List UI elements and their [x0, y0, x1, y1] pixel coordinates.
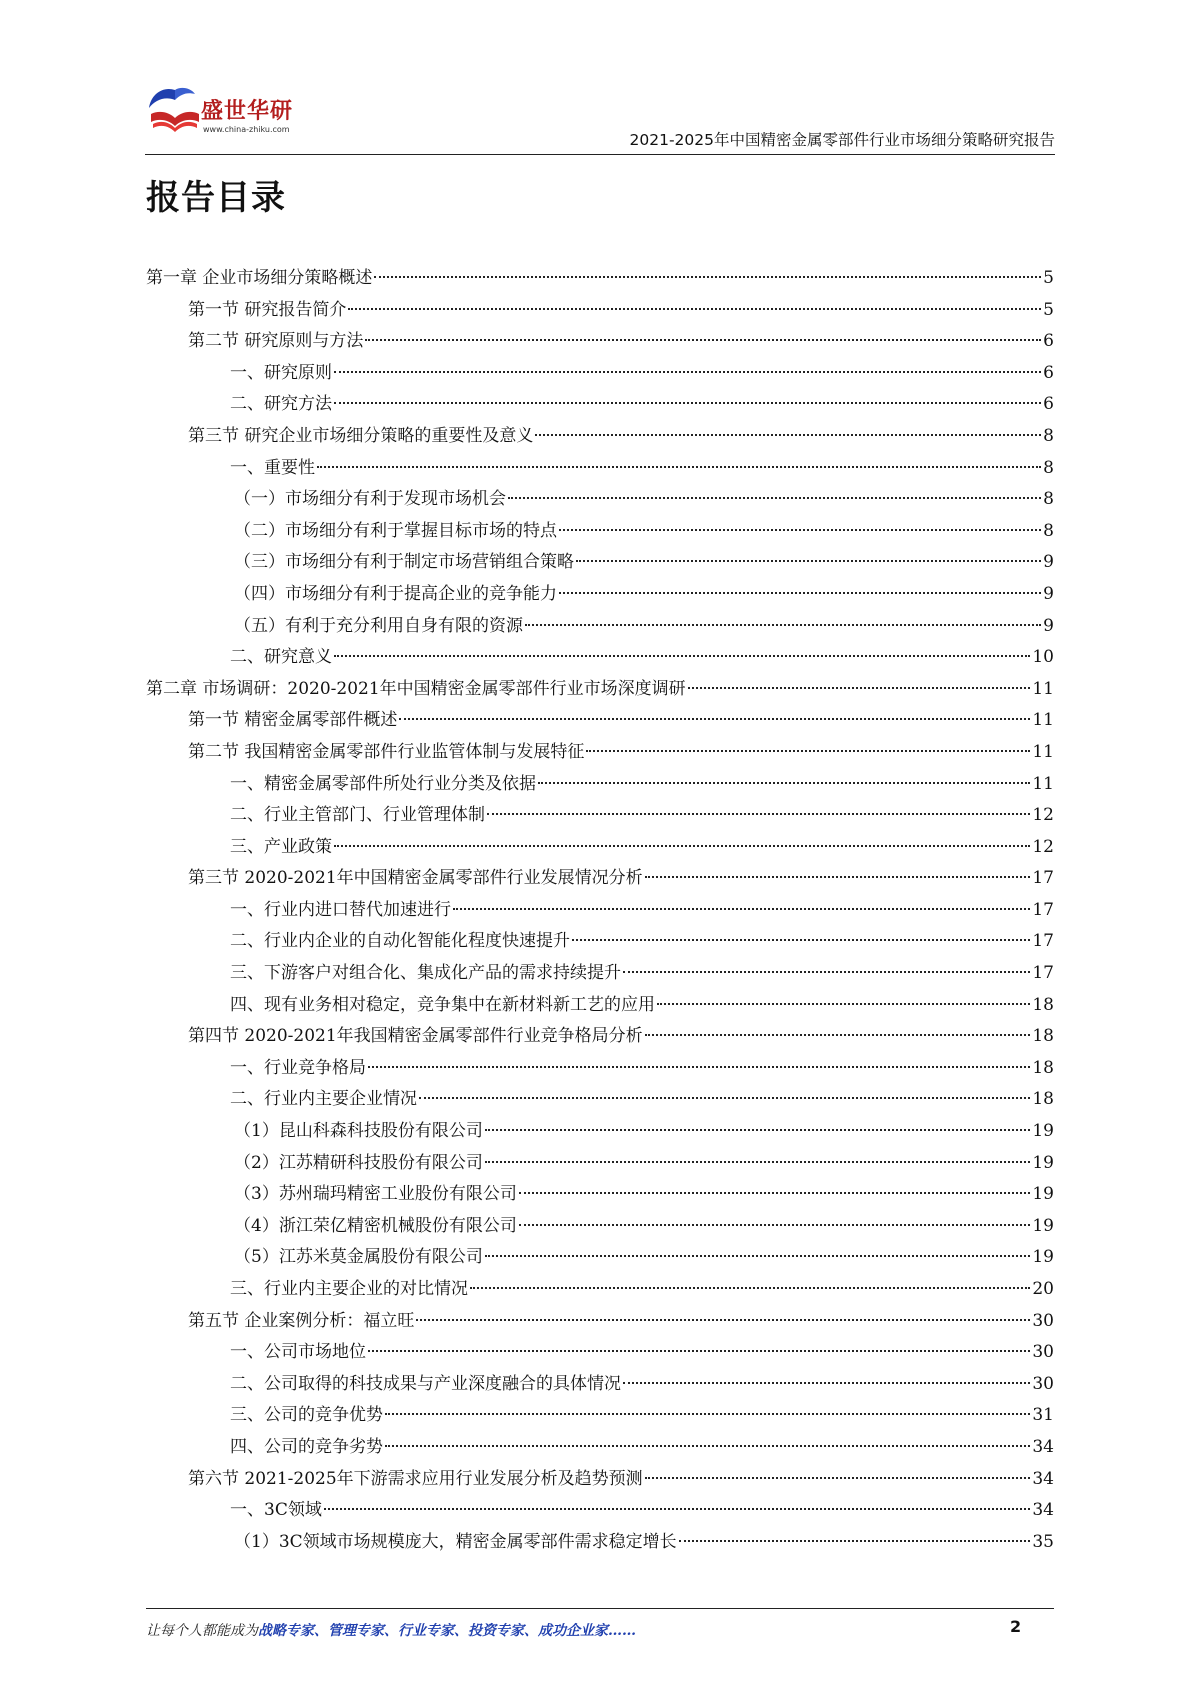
toc-entry-page: 5 [1043, 268, 1054, 288]
toc-dot-leader [538, 782, 1030, 784]
toc-entry[interactable] [146, 389, 1054, 421]
toc-entry-title: （1）昆山科森科技股份有限公司 [234, 1121, 483, 1142]
toc-entry-page: 18 [1032, 1026, 1054, 1047]
logo-url: www.china-zhiku.com [203, 125, 290, 134]
toc-entry-title: 三、下游客户对组合化、集成化产品的需求持续提升 [230, 963, 621, 984]
toc-dot-leader [485, 1255, 1031, 1257]
toc-entry-title: 第一章 企业市场细分策略概述 [146, 268, 373, 288]
toc-entry-title: 三、公司的竞争优势 [230, 1405, 383, 1426]
toc-entry-title: 三、产业政策 [230, 836, 332, 857]
toc-dot-leader [645, 876, 1031, 878]
toc-entry-title: 二、行业内企业的自动化智能化程度快速提升 [230, 931, 570, 952]
page-number: 2 [1010, 1617, 1022, 1636]
toc-entry[interactable] [146, 832, 1054, 864]
toc-entry[interactable] [146, 1337, 1054, 1369]
toc-dot-leader [368, 1066, 1030, 1068]
toc-dot-leader [519, 1192, 1031, 1194]
toc-entry[interactable] [146, 1021, 1054, 1053]
toc-dot-leader [572, 939, 1030, 941]
toc-entry-title: 一、重要性 [230, 457, 315, 478]
toc-entry-page: 9 [1043, 583, 1054, 604]
toc-entry[interactable] [146, 579, 1054, 611]
toc-dot-leader [623, 1382, 1030, 1384]
toc-entry-page: 18 [1032, 1057, 1054, 1078]
toc-entry-title: （一）市场细分有利于发现市场机会 [234, 489, 506, 510]
toc-entry-page: 17 [1032, 868, 1054, 889]
toc-entry[interactable] [146, 358, 1054, 390]
toc-entry[interactable] [146, 484, 1054, 516]
toc-dot-leader [470, 1287, 1030, 1289]
toc-dot-leader [519, 1224, 1031, 1226]
toc-entry[interactable] [146, 737, 1054, 769]
toc-entry-title: 二、研究意义 [230, 647, 332, 668]
toc-entry-title: 第三节 研究企业市场细分策略的重要性及意义 [188, 425, 534, 446]
toc-entry-title: 二、行业主管部门、行业管理体制 [230, 805, 485, 826]
toc-entry[interactable] [146, 263, 1054, 295]
toc-entry-page: 31 [1032, 1405, 1054, 1426]
toc-entry-title: 一、研究原则 [230, 362, 332, 383]
toc-dot-leader [385, 1413, 1030, 1415]
toc-entry-page: 20 [1032, 1279, 1054, 1299]
toc-entry-page: 34 [1032, 1468, 1054, 1489]
toc-entry-title: （五）有利于充分利用自身有限的资源 [234, 615, 523, 636]
toc-entry-title: 第五节 企业案例分析：福立旺 [188, 1310, 415, 1331]
toc-dot-leader [317, 466, 1041, 468]
toc-entry[interactable] [146, 1432, 1054, 1464]
toc-entry-title: （2）江苏精研科技股份有限公司 [234, 1152, 483, 1173]
toc-entry-title: 第二节 研究原则与方法 [188, 331, 364, 352]
toc-dot-leader [334, 402, 1041, 404]
slogan-prefix: 让每个人都能成为 [146, 1623, 258, 1639]
toc-entry-page: 34 [1032, 1500, 1054, 1521]
logo-name: 盛世华研 [201, 99, 294, 124]
toc-entry-page: 19 [1032, 1121, 1054, 1142]
toc-dot-leader [374, 276, 1041, 278]
toc-entry[interactable] [146, 1306, 1054, 1338]
toc-entry-page: 17 [1032, 963, 1054, 984]
toc-entry[interactable] [146, 1495, 1054, 1527]
toc-dot-leader [416, 1319, 1030, 1321]
toc-entry-page: 9 [1043, 615, 1054, 636]
toc-entry-title: 第二章 市场调研：2020-2021年中国精密金属零部件行业市场深度调研 [146, 678, 686, 699]
toc-entry-page: 18 [1032, 1089, 1054, 1110]
toc-entry[interactable] [146, 769, 1054, 801]
toc-entry-title: 第六节 2021-2025年下游需求应用行业发展分析及趋势预测 [188, 1468, 643, 1489]
toc-dot-leader [576, 560, 1041, 562]
page-title: 报告目录 [146, 178, 286, 218]
toc-entry[interactable] [146, 1527, 1054, 1559]
toc-entry-title: 四、现有业务相对稳定，竞争集中在新材料新工艺的应用 [230, 994, 655, 1015]
toc-entry-page: 30 [1032, 1373, 1054, 1394]
toc-dot-leader [368, 1350, 1030, 1352]
footer-divider [146, 1608, 1054, 1609]
toc-entry-title: 一、3C领域 [230, 1500, 322, 1521]
toc-entry-page: 19 [1032, 1184, 1054, 1205]
toc-entry[interactable] [146, 1369, 1054, 1401]
toc-dot-leader [559, 529, 1041, 531]
toc-dot-leader [586, 750, 1030, 752]
slogan-highlight: 战略专家、管理专家、行业专家、投资专家、成功企业家…… [258, 1623, 636, 1639]
toc-entry[interactable] [146, 1084, 1054, 1116]
toc-entry-title: 二、公司取得的科技成果与产业深度融合的具体情况 [230, 1373, 621, 1394]
toc-entry[interactable] [146, 958, 1054, 990]
toc-entry-title: 一、行业内进口替代加速进行 [230, 899, 451, 920]
toc-dot-leader [623, 971, 1030, 973]
toc-dot-leader [453, 908, 1030, 910]
toc-entry-page: 17 [1032, 931, 1054, 952]
toc-entry-page: 5 [1043, 299, 1054, 320]
toc-entry[interactable] [146, 1148, 1054, 1180]
toc-entry-title: 第一节 研究报告简介 [188, 299, 347, 320]
toc-entry-title: （4）浙江荣亿精密机械股份有限公司 [234, 1215, 517, 1236]
toc-entry-title: 四、公司的竞争劣势 [230, 1436, 383, 1457]
toc-entry-page: 8 [1043, 425, 1054, 446]
toc-entry-title: 第一节 精密金属零部件概述 [188, 710, 398, 731]
toc-entry-title: （5）江苏米莫金属股份有限公司 [234, 1247, 483, 1268]
toc-dot-leader [487, 813, 1030, 815]
toc-dot-leader [535, 434, 1041, 436]
report-title: 2021-2025年中国精密金属零部件行业市场细分策略研究报告 [629, 131, 1055, 149]
toc-entry-page: 30 [1032, 1342, 1054, 1363]
toc-entry-page: 19 [1032, 1152, 1054, 1173]
toc-entry-title: （3）苏州瑞玛精密工业股份有限公司 [234, 1184, 517, 1205]
toc-entry-page: 6 [1043, 362, 1054, 383]
toc-entry-page: 19 [1032, 1215, 1054, 1236]
header-divider [145, 154, 1055, 155]
toc-entry[interactable] [146, 990, 1054, 1022]
toc-entry-page: 10 [1032, 647, 1054, 668]
toc-entry-page: 12 [1032, 805, 1054, 826]
toc-entry[interactable] [146, 1464, 1054, 1496]
toc-dot-leader [485, 1129, 1031, 1131]
toc-entry-title: 第三节 2020-2021年中国精密金属零部件行业发展情况分析 [188, 868, 643, 889]
toc-entry-title: （1）3C领域市场规模庞大，精密金属零部件需求稳定增长 [234, 1531, 677, 1552]
toc-entry[interactable] [146, 926, 1054, 958]
toc-entry[interactable] [146, 800, 1054, 832]
toc-entry[interactable] [146, 295, 1054, 327]
toc-entry-page: 8 [1043, 489, 1054, 510]
table-of-contents [146, 263, 1054, 1558]
company-logo [145, 84, 325, 144]
toc-entry[interactable] [146, 421, 1054, 453]
toc-dot-leader [679, 1540, 1031, 1542]
toc-entry-page: 8 [1043, 520, 1054, 541]
toc-entry-title: （四）市场细分有利于提高企业的竞争能力 [234, 583, 557, 604]
toc-dot-leader [385, 1445, 1030, 1447]
toc-entry-page: 6 [1043, 394, 1054, 415]
toc-entry-page: 11 [1032, 741, 1054, 762]
toc-entry-page: 6 [1043, 331, 1054, 352]
toc-entry[interactable] [146, 547, 1054, 579]
toc-entry[interactable] [146, 895, 1054, 927]
toc-entry[interactable] [146, 1116, 1054, 1148]
toc-entry[interactable] [146, 1242, 1054, 1274]
toc-entry[interactable] [146, 611, 1054, 643]
toc-entry[interactable] [146, 1179, 1054, 1211]
toc-entry[interactable] [146, 326, 1054, 358]
toc-dot-leader [365, 339, 1041, 341]
toc-entry-title: 二、行业内主要企业情况 [230, 1089, 417, 1110]
toc-entry-title: 二、研究方法 [230, 394, 332, 415]
toc-entry-title: 三、行业内主要企业的对比情况 [230, 1279, 468, 1299]
toc-entry[interactable] [146, 1400, 1054, 1432]
toc-entry-page: 18 [1032, 994, 1054, 1015]
toc-dot-leader [348, 308, 1041, 310]
toc-entry-title: 第二节 我国精密金属零部件行业监管体制与发展特征 [188, 741, 585, 762]
toc-dot-leader [508, 497, 1041, 499]
toc-dot-leader [324, 1508, 1031, 1510]
toc-entry-title: 一、精密金属零部件所处行业分类及依据 [230, 773, 536, 794]
toc-entry-page: 30 [1032, 1310, 1054, 1331]
toc-entry[interactable] [146, 1053, 1054, 1085]
toc-entry[interactable] [146, 674, 1054, 706]
toc-entry[interactable] [146, 642, 1054, 674]
toc-entry[interactable] [146, 516, 1054, 548]
toc-entry-page: 35 [1032, 1531, 1054, 1552]
toc-entry-title: 一、行业竞争格局 [230, 1057, 366, 1078]
toc-dot-leader [525, 624, 1041, 626]
toc-entry[interactable] [146, 863, 1054, 895]
toc-dot-leader [645, 1034, 1031, 1036]
toc-entry-page: 12 [1032, 836, 1054, 857]
toc-dot-leader [419, 1097, 1030, 1099]
toc-entry[interactable] [146, 1274, 1054, 1306]
toc-entry-page: 11 [1032, 773, 1054, 794]
toc-dot-leader [657, 1003, 1030, 1005]
page-header [145, 80, 1055, 158]
logo-book-icon [145, 84, 205, 140]
toc-entry[interactable] [146, 1211, 1054, 1243]
toc-dot-leader [645, 1477, 1031, 1479]
toc-dot-leader [334, 845, 1030, 847]
toc-entry[interactable] [146, 453, 1054, 485]
toc-dot-leader [334, 655, 1030, 657]
toc-entry-page: 11 [1032, 710, 1054, 731]
toc-dot-leader [334, 371, 1041, 373]
toc-entry-page: 9 [1043, 552, 1054, 573]
toc-entry-page: 11 [1032, 678, 1054, 699]
toc-entry-page: 8 [1043, 457, 1054, 478]
toc-entry[interactable] [146, 705, 1054, 737]
toc-entry-title: 一、公司市场地位 [230, 1342, 366, 1363]
footer-slogan [146, 1620, 636, 1640]
toc-entry-page: 34 [1032, 1436, 1054, 1457]
toc-entry-page: 17 [1032, 899, 1054, 920]
toc-dot-leader [559, 592, 1041, 594]
toc-entry-title: （二）市场细分有利于掌握目标市场的特点 [234, 520, 557, 541]
toc-dot-leader [688, 687, 1031, 689]
toc-entry-page: 19 [1032, 1247, 1054, 1268]
toc-entry-title: 第四节 2020-2021年我国精密金属零部件行业竞争格局分析 [188, 1026, 643, 1047]
toc-dot-leader [485, 1161, 1031, 1163]
toc-entry-title: （三）市场细分有利于制定市场营销组合策略 [234, 552, 574, 573]
toc-dot-leader [399, 718, 1030, 720]
